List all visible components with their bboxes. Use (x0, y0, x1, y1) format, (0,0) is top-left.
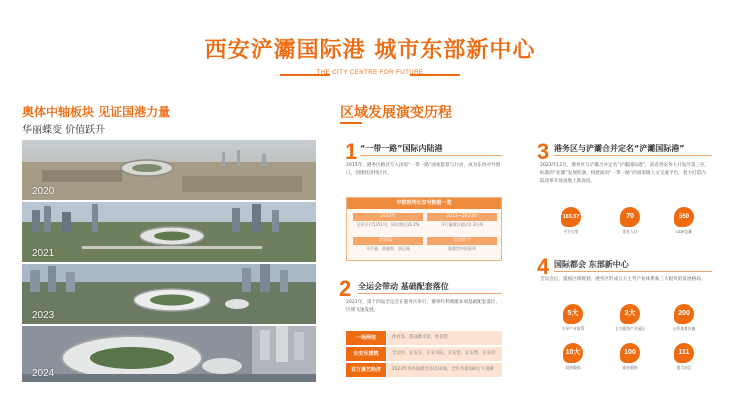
train-cell-1 (353, 213, 423, 228)
games-row (346, 331, 502, 345)
timeline-title: 区域发展演变历程 (340, 105, 452, 121)
stat-incubators-label: 双创载体 (565, 365, 581, 370)
train-cell-3 (353, 237, 423, 252)
train-cell-value: 全年开行5351列，同比增长16.2% (356, 222, 420, 227)
page-title: 西安浐灞国际港 城市东部新中心 (204, 38, 536, 63)
photo-year-2021: 2021 (32, 248, 55, 259)
stat-incubators-badge: 10大 (563, 343, 583, 363)
stat-area-label: 平方公里 (563, 229, 579, 234)
section-4-title: 国际都会 东部新中心 (554, 260, 629, 269)
stat-gdp-label: GDP总量 (676, 229, 692, 234)
games-row-label: 百万溪艺经济 (346, 363, 386, 377)
section-3-rule (554, 155, 712, 156)
stat-parks-badge: 3大 (620, 304, 640, 324)
section-2-rule (358, 293, 502, 294)
stat-projects-label: 重大项目 (676, 365, 692, 370)
games-row-value: 全运村、长安乐、长安书院、长安馆、长安塔、长安府 (387, 347, 502, 361)
stat-area-badge: 183.57 (561, 207, 581, 227)
train-table-header: 中欧班列长安号数据一览 (347, 198, 501, 209)
stat-population-label: 常住人口 (622, 229, 638, 234)
timeline-title-underline (340, 122, 362, 124)
games-row-label: 长安乐建筑 (346, 347, 386, 361)
train-cell-value: 开行量、重箱率、货运量 (366, 246, 410, 251)
train-cell-value: 开行量累计超过2.3万列 (440, 222, 484, 227)
left-subtitle: 华丽蝶变 价值跃升 (22, 125, 106, 136)
games-row-value: 体育场、游泳跳水馆、体育馆 (387, 331, 502, 345)
section-4-text: 全运会后，提振区域规划，港务区形成五大主导产业体系和三大板块的发展格局。 (540, 277, 706, 282)
section-3-text: 2023年12月，港务区与浐灞合并定名“浐灞国际港”，获省西安各大开发区第三位，标准的“北翼”发展机遇，构建面向“一带一路”的国家级人文交流平台，着力打造内陆改革开放高地上新高度。 (540, 163, 710, 184)
photo-year-2020: 2020 (32, 186, 55, 197)
aerial-photo-2020 (22, 140, 316, 200)
section-1-number: 1 (345, 139, 358, 164)
train-cell-4 (427, 237, 497, 252)
games-row-value: 2023年举办演唱会多达10场，全年共接180万人观赛 (387, 363, 502, 377)
stat-commercial-label: 商业载体 (622, 365, 638, 370)
section-1-rule (360, 155, 502, 156)
stat-sports-label: 公共体育设施 (672, 326, 696, 331)
stat-sports-badge: 200 (674, 304, 694, 324)
games-table (346, 331, 502, 379)
section-2-title: 全运会带动 基础配套落位 (358, 282, 449, 291)
train-cell-label: 2013~2023年 (427, 213, 497, 221)
section-2-number: 2 (339, 276, 352, 301)
section-4-rule (554, 271, 712, 272)
train-cell-label: 全国第一 (353, 237, 423, 245)
photo-year-2023: 2023 (32, 310, 55, 321)
train-cell-value: 陆港型中欧班列 (448, 246, 476, 251)
section-4-number: 4 (537, 254, 550, 279)
stat-parks-label: 主力板块产业园区 (614, 326, 646, 331)
stat-population-badge: 70 (620, 207, 640, 227)
games-row-label: 一场两馆 (346, 331, 386, 345)
stat-industries-badge: 5大 (563, 304, 583, 324)
aerial-photo-2023 (22, 264, 316, 324)
left-title: 奥体中轴板块 见证国港力量 (22, 105, 171, 119)
stat-commercial-badge: 100 (620, 343, 640, 363)
tagline-row (0, 70, 740, 80)
stat-projects-badge: 111 (674, 343, 694, 363)
section-3-title: 港务区与浐灞合并定名“浐灞国际港” (554, 144, 685, 153)
games-row (346, 363, 502, 377)
train-data-table (346, 197, 502, 261)
section-3-number: 3 (537, 139, 550, 164)
games-row (346, 347, 502, 361)
section-1-title: “一带一路”国际内陆港 (360, 144, 443, 153)
section-1-text: 2015年，港务区路径写入国家“一带一路”国家愿景与行动，成为东西对外窗口，创建经济特区区。 (346, 163, 501, 176)
stat-industries-label: 主导产业体系 (561, 326, 585, 331)
aerial-photo-2024 (22, 326, 316, 382)
train-cell-label: 全国首个 (427, 237, 497, 245)
aerial-photo-2021 (22, 202, 316, 262)
section-2-text: 2021年，第十四届全运会在港务区举行，赛事红利刺激多项基础配套落位，区域飞速发展。 (346, 300, 501, 313)
stat-gdp-badge: 550 (674, 207, 694, 227)
train-cell-label: 2023年 (353, 213, 423, 221)
tagline: THE CITY CENTRE FOR FUTURE (316, 70, 424, 76)
train-cell-2 (427, 213, 497, 228)
photo-year-2024: 2024 (32, 368, 55, 379)
